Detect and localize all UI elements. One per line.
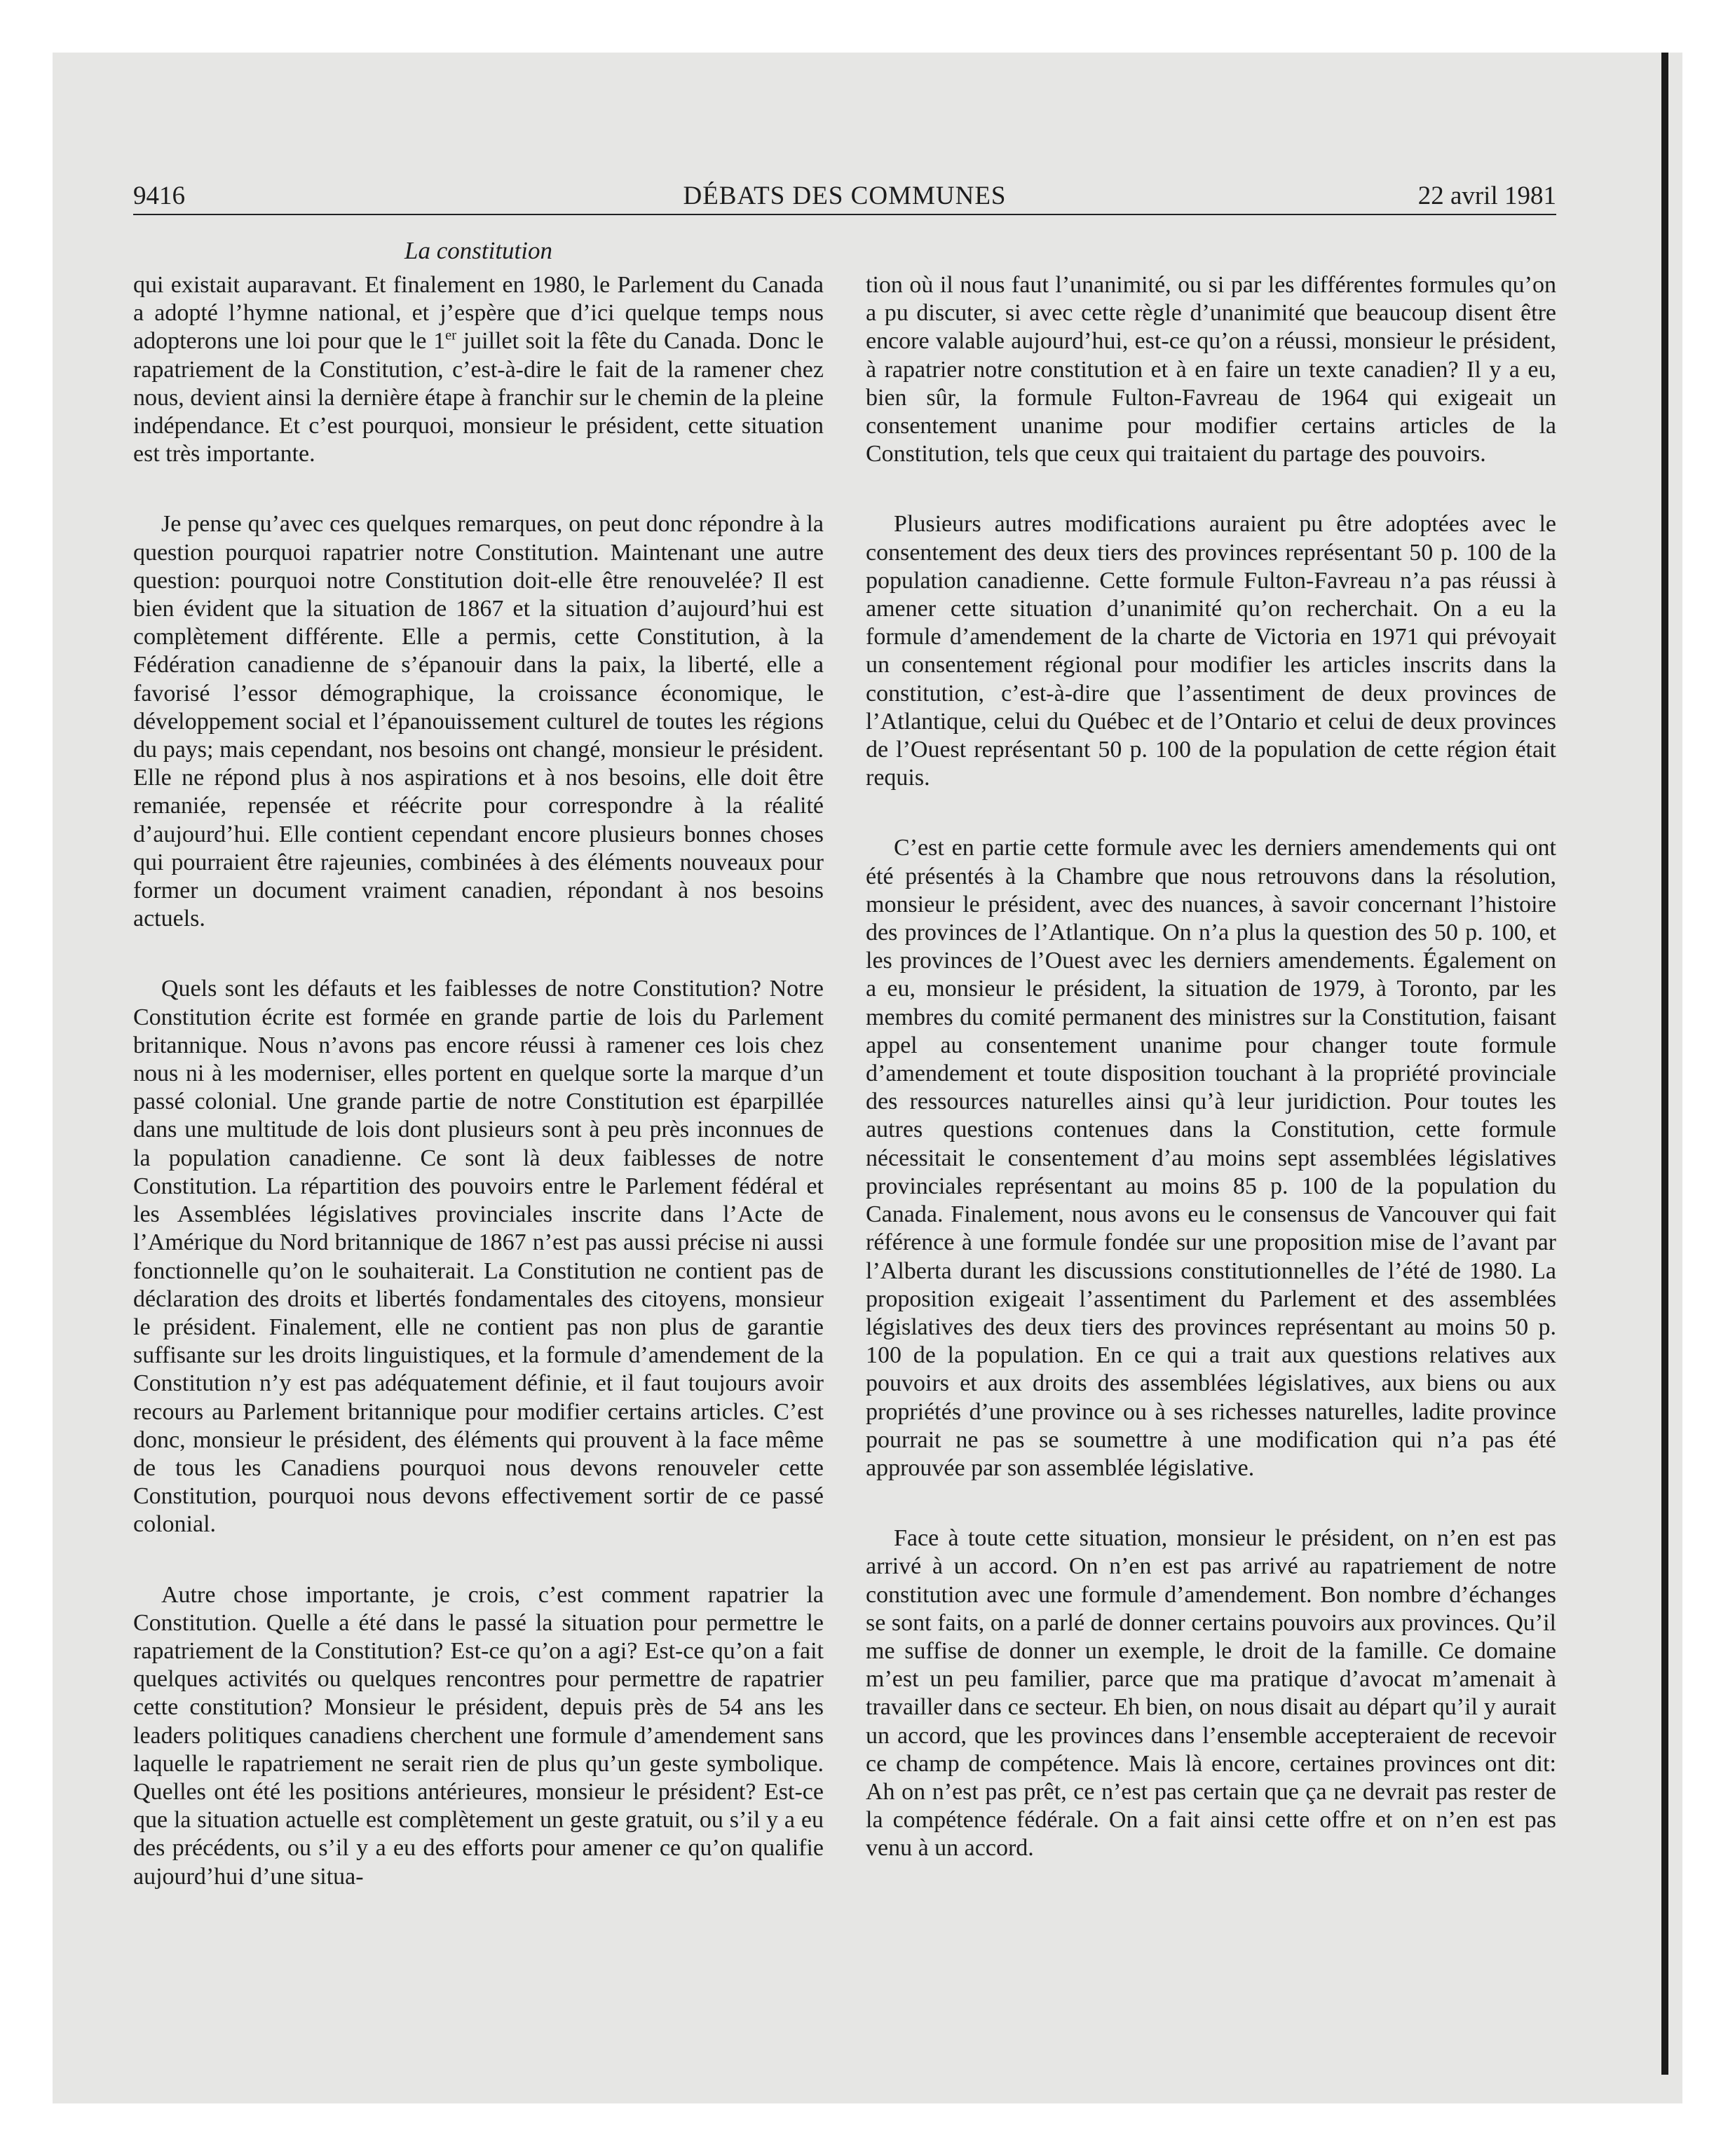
right-column: [866, 271, 1556, 1863]
section-heading: La constitution: [404, 237, 552, 264]
paragraph: Plusieurs autres modifications auraient pu être adoptées avec le consentement des deux tiers des provinces représentant 50 p. 100 de la population canadienne. Cette formule Fulton-Favreau n’a pas réussi à amener cette situation d’unanimité qu’on recherchait. On a eu la formule d’amendement de la charte de Victoria en 1971 qui prévoyait un consentement régional pour modifier les articles inscrits dans la constitution, c’est-à-dire que l’assentiment de deux provinces de l’Atlantique, celui du Québec et de l’Ontario et celui de deux provinces de l’Ouest représentant 50 p. 100 de la population de cette région était requis.: [866, 511, 1556, 791]
page-number: 9416: [133, 182, 185, 210]
issue-date: 22 avril 1981: [1417, 182, 1556, 210]
paragraph: Autre chose importante, je crois, c’est comment rapatrier la Constitution. Quelle a été dans le passé la situation pour permettre le rapatriement de la Constitution? Est-ce qu’on a agi? Est-ce qu’on a fait quelques activités ou quelques rencontres pour permettre de rapatrier cette constitution? Monsieur le président, depuis près de 54 ans les leaders politiques canadiens cherchent une formule d’amendement sans laquelle le rapatriement ne serait rien de plus qu’un geste symbolique. Quelles ont été les positions antérieures, monsieur le président? Est-ce que la situation actuelle est complètement un geste gratuit, ou s’il y a eu des précédents, ou s’il y a eu des efforts pour amener ce qu’on qualifie aujourd’hui d’une situa-: [133, 1581, 824, 1890]
paragraph: Quels sont les défauts et les faiblesses de notre Constitution? Notre Constitution écrite est formée en grande partie de lois du Parlement britannique. Nous n’avons pas encore réussi à ramener ces lois chez nous ni à les moderniser, elles portent en quelque sorte la marque d’un passé colonial. Une grande partie de notre Constitution est éparpillée dans une multitude de lois dont plusieurs sont à peu près inconnues de la population canadienne. Ce sont là deux faiblesses de notre Constitution. La répartition des pouvoirs entre le Parlement fédéral et les Assemblées législatives provinciales inscrite dans l’Acte de l’Amérique du Nord britannique de 1867 n’est pas aussi précise ni aussi fonctionnelle qu’on le souhaiterait. La Constitution ne contient pas de déclaration des droits et libertés fondamentales des citoyens, monsieur le président. Finalement, elle ne contient pas non plus de garantie suffisante sur les droits linguistiques, et la formule d’amendement de la Constitution n’y est pas adéquatement définie, et il faut toujours avoir recours au Parlement britannique pour modifier certains articles. C’est donc, monsieur le président, des éléments qui prouvent à la face même de tous les Canadiens pourquoi nous devons renouveler cette Constitution, pourquoi nous devons effectivement sortir de ce passé colonial.: [133, 976, 824, 1538]
publication-title: DÉBATS DES COMMUNES: [683, 182, 1007, 210]
running-header: [133, 179, 1556, 215]
paragraph: Je pense qu’avec ces quelques remarques, on peut donc répondre à la question pourquoi rapatrier notre Constitution. Maintenant une autre question: pourquoi notre Constitution doit-elle être renouvelée? Il est bien évident que la situation de 1867 et la situation d’aujourd’hui est complètement différente. Elle a permis, cette Constitution, à la Fédération canadienne de s’épanouir dans la paix, la liberté, elle a favorisé l’essor démographique, la croissance économique, le développement social et l’épanouissement culturel de toutes les régions du pays; mais cependant, nos besoins ont changé, monsieur le président. Elle ne répond plus à nos aspirations et à nos besoins, elle doit être remaniée, repensée et réécrite pour correspondre à la réalité d’aujourd’hui. Elle contient cependant encore plusieurs bonnes choses qui pourraient être rajeunies, combinées à des éléments nouveaux pour former un document vraiment canadien, répondant à nos besoins actuels.: [133, 511, 824, 932]
left-column: [133, 271, 824, 1891]
superscript: er: [445, 328, 457, 344]
paragraph: qui existait auparavant. Et finalement en 1980, le Parlement du Canada a adopté l’hymne national, et j’espère que d’ici quelque temps nous adopterons une loi pour que le 1er juillet soit la fête du Canada. Donc le rapatriement de la Constitution, c’est-à-dire le fait de la ramener chez nous, devient ainsi la dernière étape à franchir sur le chemin de la pleine indépendance. Et c’est pourquoi, monsieur le président, cette situation est très importante.: [133, 272, 824, 468]
document-page: [133, 179, 1556, 1890]
paragraph: tion où il nous faut l’unanimité, ou si par les différentes formules qu’on a pu discuter, si avec cette règle d’unanimité que beaucoup disent être encore valable aujourd’hui, est-ce qu’on a réussi, monsieur le président, à rapatrier notre constitution et à en faire un texte canadien? Il y a eu, bien sûr, la formule Fulton-Favreau de 1964 qui exigeait un consentement unanime pour modifier certains articles de la Constitution, tels que ceux qui traitaient du partage des pouvoirs.: [866, 272, 1556, 468]
paragraph: C’est en partie cette formule avec les derniers amendements qui ont été présentés à la Chambre que nous retrouvons dans la résolution, monsieur le président, avec des nuances, à savoir concernant l’histoire des provinces de l’Atlantique. On n’a plus la question des 50 p. 100, et les provinces de l’Ouest avec les derniers amendements. Également on a eu, monsieur le président, la situation de 1979, à Toronto, par les membres du comité permanent des ministres sur la Constitution, faisant appel au consentement unanime pour changer toute formule d’amendement et toute disposition touchant à la propriété provinciale des ressources naturelles ainsi qu’à leur juridiction. Pour toutes les autres questions contenues dans la Constitution, cette formule nécessitait le consentement d’au moins sept assemblées législatives provinciales représentant au moins 85 p. 100 de la population du Canada. Finalement, nous avons eu le consensus de Vancouver qui fait référence à une formule fondée sur une proposition mise de l’avant par l’Alberta durant les discussions constitutionnelles de l’été de 1980. La proposition exigeait l’assentiment du Parlement et des assemblées législatives des deux tiers des provinces représentant au moins 50 p. 100 de la population. En ce qui a trait aux questions relatives aux pouvoirs et aux droits des assemblées législatives, aux biens ou aux propriétés d’une province ou à ses richesses naturelles, ladite province pourrait ne pas se soumettre à une modification qui n’a pas été approuvée par son assemblée législative.: [866, 835, 1556, 1481]
scan-edge-shadow: [1661, 53, 1668, 2075]
paragraph: Face à toute cette situation, monsieur le président, on n’en est pas arrivé à un accord. On n’en est pas arrivé au rapatriement de notre constitution avec une formule d’amendement. Bon nombre d’échanges se sont faits, on a parlé de donner certains pouvoirs aux provinces. Qu’il me suffise de donner un exemple, le droit de la famille. Ce domaine m’est un peu familier, parce que ma pratique d’avocat m’amenait à travailler dans ce secteur. Eh bien, on nous disait au départ qu’il y aurait un accord, que les provinces dans l’ensemble accepteraient de recevoir ce champ de compétence. Mais là encore, certaines provinces ont dit: Ah on n’est pas prêt, ce n’est pas certain que ça ne devrait pas rester de la compétence fédérale. On a fait ainsi cette offre et on n’en est pas venu à un accord.: [866, 1525, 1556, 1862]
